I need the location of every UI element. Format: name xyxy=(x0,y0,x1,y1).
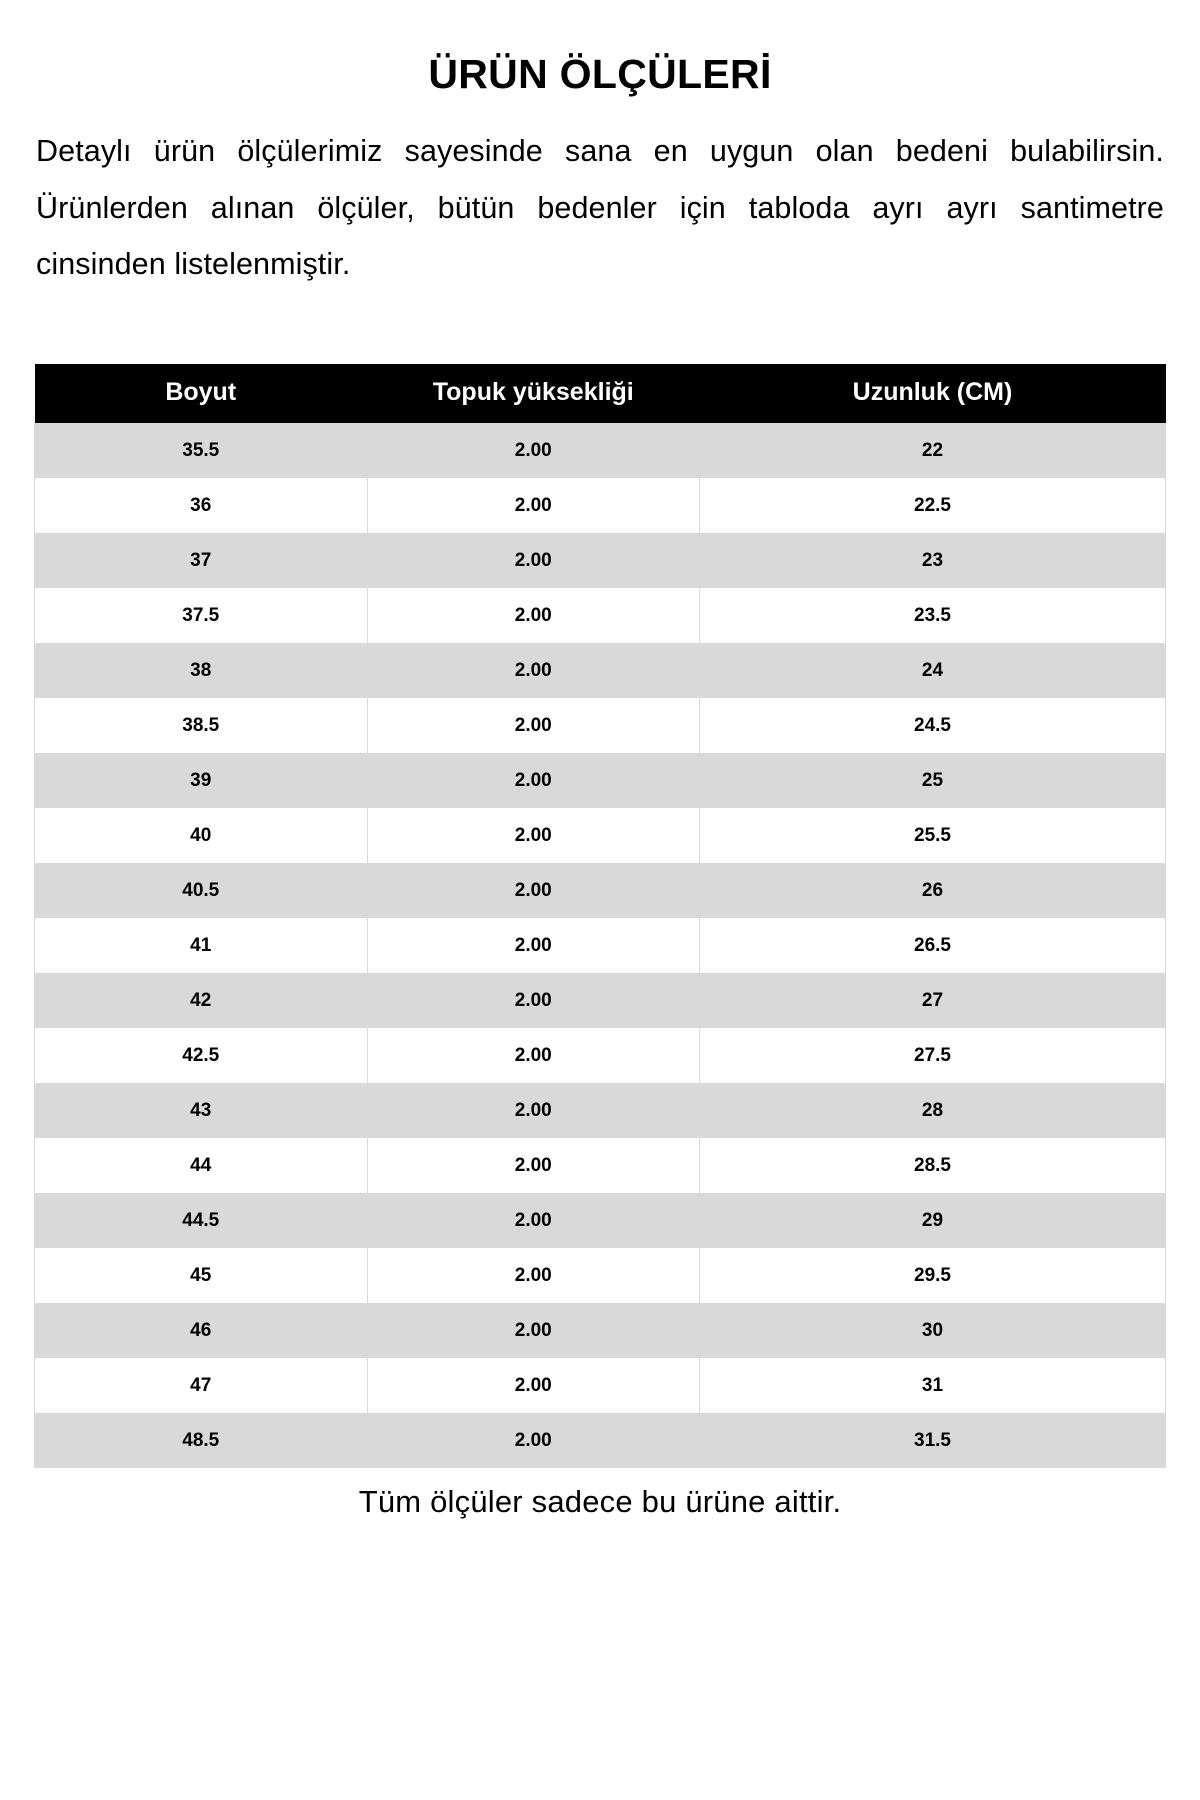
cell-heel-height: 2.00 xyxy=(367,918,700,973)
cell-heel-height: 2.00 xyxy=(367,588,700,643)
cell-size: 42.5 xyxy=(35,1028,368,1083)
cell-size: 35.5 xyxy=(35,423,368,478)
table-row xyxy=(35,1083,1166,1138)
cell-heel-height: 2.00 xyxy=(367,1358,700,1413)
cell-size: 41 xyxy=(35,918,368,973)
cell-length: 27 xyxy=(700,973,1166,1028)
cell-heel-height: 2.00 xyxy=(367,1248,700,1303)
size-table xyxy=(34,364,1166,1468)
table-row xyxy=(35,863,1166,918)
cell-heel-height: 2.00 xyxy=(367,423,700,478)
cell-heel-height: 2.00 xyxy=(367,533,700,588)
cell-length: 29.5 xyxy=(700,1248,1166,1303)
cell-size: 37.5 xyxy=(35,588,368,643)
table-row xyxy=(35,918,1166,973)
table-header xyxy=(35,364,1166,423)
size-table-container xyxy=(34,364,1166,1468)
cell-length: 26 xyxy=(700,863,1166,918)
cell-length: 23.5 xyxy=(700,588,1166,643)
cell-size: 42 xyxy=(35,973,368,1028)
cell-size: 38 xyxy=(35,643,368,698)
cell-size: 40 xyxy=(35,808,368,863)
cell-size: 44.5 xyxy=(35,1193,368,1248)
cell-length: 27.5 xyxy=(700,1028,1166,1083)
table-row xyxy=(35,1358,1166,1413)
intro-paragraph: Detaylı ürün ölçülerimiz sayesinde sana en uygun olan bedeni bulabilirsin. Ürünlerden alınan ölçüler, bütün bedenler için tabloda ayrı ayrı santimetre cinsinden listelenmiştir. xyxy=(36,134,1164,281)
cell-length: 31 xyxy=(700,1358,1166,1413)
cell-length: 24 xyxy=(700,643,1166,698)
column-header-heel-height: Topuk yüksekliği xyxy=(367,364,700,423)
cell-length: 24.5 xyxy=(700,698,1166,753)
table-row xyxy=(35,808,1166,863)
table-row xyxy=(35,1413,1166,1468)
table-row xyxy=(35,423,1166,478)
cell-heel-height: 2.00 xyxy=(367,973,700,1028)
cell-length: 31.5 xyxy=(700,1413,1166,1468)
cell-size: 36 xyxy=(35,478,368,533)
table-row xyxy=(35,588,1166,643)
cell-size: 46 xyxy=(35,1303,368,1358)
cell-heel-height: 2.00 xyxy=(367,863,700,918)
cell-heel-height: 2.00 xyxy=(367,1083,700,1138)
cell-size: 47 xyxy=(35,1358,368,1413)
cell-heel-height: 2.00 xyxy=(367,1193,700,1248)
table-header-row xyxy=(35,364,1166,423)
cell-size: 48.5 xyxy=(35,1413,368,1468)
cell-length: 22 xyxy=(700,423,1166,478)
table-row xyxy=(35,1248,1166,1303)
cell-heel-height: 2.00 xyxy=(367,753,700,808)
cell-size: 45 xyxy=(35,1248,368,1303)
cell-heel-height: 2.00 xyxy=(367,1413,700,1468)
table-row xyxy=(35,1138,1166,1193)
cell-heel-height: 2.00 xyxy=(367,643,700,698)
table-row xyxy=(35,1193,1166,1248)
cell-size: 39 xyxy=(35,753,368,808)
table-row xyxy=(35,478,1166,533)
cell-size: 37 xyxy=(35,533,368,588)
table-row xyxy=(35,973,1166,1028)
table-row xyxy=(35,1028,1166,1083)
cell-length: 28 xyxy=(700,1083,1166,1138)
cell-length: 26.5 xyxy=(700,918,1166,973)
table-row xyxy=(35,643,1166,698)
column-header-size: Boyut xyxy=(35,364,368,423)
table-row xyxy=(35,1303,1166,1358)
cell-length: 25.5 xyxy=(700,808,1166,863)
cell-length: 22.5 xyxy=(700,478,1166,533)
cell-heel-height: 2.00 xyxy=(367,478,700,533)
table-row xyxy=(35,753,1166,808)
cell-length: 29 xyxy=(700,1193,1166,1248)
cell-heel-height: 2.00 xyxy=(367,1138,700,1193)
table-body xyxy=(35,423,1166,1468)
cell-heel-height: 2.00 xyxy=(367,1303,700,1358)
cell-length: 28.5 xyxy=(700,1138,1166,1193)
table-row xyxy=(35,698,1166,753)
cell-size: 43 xyxy=(35,1083,368,1138)
cell-size: 44 xyxy=(35,1138,368,1193)
cell-heel-height: 2.00 xyxy=(367,698,700,753)
column-header-length: Uzunluk (CM) xyxy=(700,364,1166,423)
cell-size: 40.5 xyxy=(35,863,368,918)
page-title: ÜRÜN ÖLÇÜLERİ xyxy=(428,51,772,97)
cell-heel-height: 2.00 xyxy=(367,1028,700,1083)
cell-length: 25 xyxy=(700,753,1166,808)
footnote: Tüm ölçüler sadece bu ürüne aittir. xyxy=(358,1484,842,1520)
cell-size: 38.5 xyxy=(35,698,368,753)
table-row xyxy=(35,533,1166,588)
cell-length: 23 xyxy=(700,533,1166,588)
cell-heel-height: 2.00 xyxy=(367,808,700,863)
cell-length: 30 xyxy=(700,1303,1166,1358)
